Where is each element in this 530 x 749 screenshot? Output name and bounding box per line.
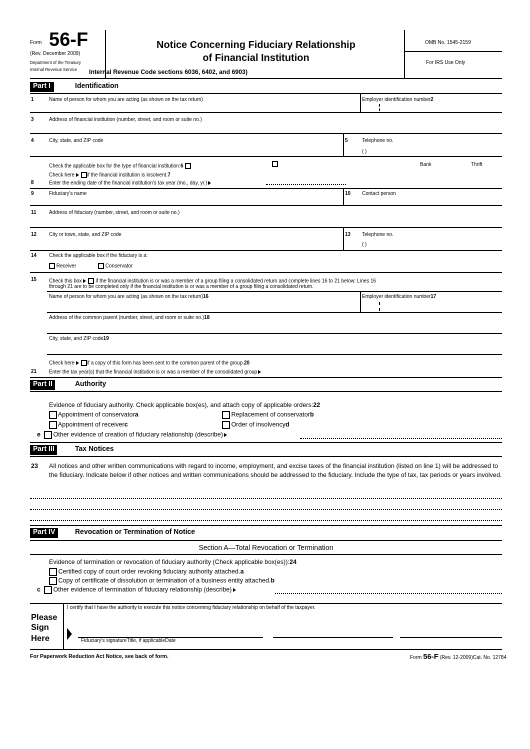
irs-name: Internal Revenue Service	[30, 67, 78, 72]
certify-text: I certify that I have the authority to execute this notice concerning fiduciary relationship on behalf of the taxpayer.	[67, 605, 316, 611]
line-10-num: 10	[345, 191, 351, 197]
footer-form: Form 56-F (Rev. 12-2009)Cat. No. 12784	[410, 652, 507, 661]
line-12-label: City or town, state, and ZIP code	[49, 232, 122, 238]
line-2-label: Employer identification number2	[362, 97, 434, 103]
line-18-label: Address of the common parent (number, street, and room or suite no.)18	[49, 315, 210, 321]
notices-dots-3	[30, 520, 502, 521]
line-15-text-2: through 21 are to be completed only if the financial institution is or was a member of a group filing a consolidated return.	[49, 284, 314, 290]
bank-label: Bank	[420, 162, 432, 168]
authority-a: Appointment of conservatora	[49, 411, 138, 419]
section-a-title: Section A—Total Revocation or Termination	[198, 545, 334, 552]
telephone-parens-2: ( )	[362, 242, 367, 248]
notices-dots-1	[30, 498, 502, 499]
authority-c-checkbox[interactable]	[49, 421, 57, 429]
line-6-checkbox-2[interactable]	[272, 161, 278, 167]
revocation-c-dots	[275, 593, 502, 594]
line-14-num: 14	[31, 253, 37, 259]
line-23-text: All notices and other written communications with regard to income, employment, and excise taxes of the financial institution (listed on line 1) will be addressed to the fiduciary. Indicate below if other notices and written communications should be addressed to the fiduciary. Include the type of tax, tax periods or years involved.	[49, 463, 502, 479]
revision-date: (Rev. December 2009)	[30, 51, 81, 57]
part2-title: Authority	[75, 381, 107, 388]
line-14-label: Check the applicable box if the fiduciary is a:	[49, 253, 148, 259]
line-17-label: Employer identification number17	[362, 294, 437, 300]
line-23-num: 23	[31, 463, 39, 470]
line-4-label: City, state, and ZIP code	[49, 138, 104, 144]
authority-a-checkbox[interactable]	[49, 411, 57, 419]
line-3-label: Address of financial institution (number, street, and room or suite no.)	[49, 117, 202, 123]
line-9-num: 9	[31, 191, 34, 197]
part3-title: Tax Notices	[75, 446, 114, 453]
date-line[interactable]	[400, 637, 502, 638]
line-13-label: Telephone no.	[362, 232, 394, 238]
authority-e-checkbox[interactable]	[44, 431, 52, 439]
part3-tag: Part III	[30, 445, 57, 455]
line-8-num: 8	[31, 180, 34, 186]
revocation-a: Certified copy of court order revoking fiduciary authority attached.a	[49, 568, 244, 576]
line-10-label: Contact person	[362, 191, 396, 197]
part4-tag: Part IV	[30, 528, 58, 538]
receiver-option: Receiver	[49, 263, 76, 270]
authority-b-checkbox[interactable]	[222, 411, 230, 419]
line-6-label: Check the applicable box for the type of financial institution:6	[49, 163, 191, 170]
revocation-b: Copy of certificate of dissolution or termination of a business entity attached.b	[49, 577, 275, 585]
please-sign-here: Please Sign Here	[31, 612, 58, 643]
part2-tag: Part II	[30, 380, 55, 390]
line-8-label: Enter the ending date of the financial institution's tax year (mo., day, yr.)	[49, 181, 212, 187]
telephone-parens: ( )	[362, 149, 367, 155]
line-5-label: Telephone no.	[362, 138, 394, 144]
line-13-num: 13	[345, 232, 351, 238]
thrift-label: Thrift	[471, 162, 483, 168]
line-22-label: Evidence of fiduciary authority. Check applicable box(es), and attach copy of applicable orders:22	[49, 402, 321, 409]
line-19-label: City, state, and ZIP code19	[49, 336, 109, 342]
line-6-checkbox-1[interactable]	[185, 163, 191, 169]
line-9-label: Fiduciary's name	[49, 191, 87, 197]
authority-d-checkbox[interactable]	[222, 421, 230, 429]
title-line[interactable]	[273, 637, 393, 638]
revocation-a-checkbox[interactable]	[49, 568, 57, 576]
line-15-text-1: Check this box if the financial institution is or was a member of a group filing a consolidated return and complete lines 16 to 21 below: Lines 16	[49, 278, 377, 285]
line-16-label: Name of person for whom you are acting (as shown on the tax return)16	[49, 294, 209, 300]
line-11-num: 11	[31, 210, 37, 216]
line-24-label: Evidence of termination or revocation of fiduciary authority (Check applicable box(es)):24	[49, 559, 297, 566]
revocation-c-checkbox[interactable]	[44, 586, 52, 594]
part1-tag: Part I	[30, 82, 54, 92]
revocation-c: c Other evidence of termination of fiduciary relationship (describe)	[37, 586, 237, 594]
authority-c: Appointment of receiverc	[49, 421, 128, 429]
line-20-label: Check here if a copy of this form has been sent to the common parent of the group.20	[49, 360, 250, 367]
line-1-label: Name of person for whom you are acting (as shown on the tax return)	[49, 97, 203, 103]
conservator-option: Conservator	[98, 263, 133, 270]
part1-title: Identification	[75, 83, 119, 90]
conservator-checkbox[interactable]	[98, 263, 104, 269]
authority-e: e Other evidence of creation of fiduciary relationship (describe)	[37, 431, 228, 439]
line-1-num: 1	[31, 97, 34, 103]
omb-number: OMB No. 1545-2159	[425, 40, 471, 46]
form-word: Form	[30, 40, 42, 46]
line-4-num: 4	[31, 138, 34, 144]
paperwork-notice: For Paperwork Reduction Act Notice, see back of form.	[30, 654, 169, 660]
signature-label: Fiduciary's signatureTitle, if applicableDate	[81, 638, 176, 644]
line-8-dots	[266, 184, 346, 185]
authority-d: Order of insolvencyd	[222, 421, 289, 429]
form-title: Notice Concerning Fiduciary Relationship of Financial Institution	[156, 40, 356, 64]
receiver-checkbox[interactable]	[49, 263, 55, 269]
form-number: 56-F	[49, 30, 89, 51]
authority-b: Replacement of conservatorb	[222, 411, 314, 419]
line-11-label: Address of fiduciary (number, street, and room or suite no.)	[49, 210, 180, 216]
irs-use-only: For IRS Use Only	[426, 60, 466, 66]
line-5-num: 5	[345, 138, 348, 144]
line-21-num: 21	[31, 369, 37, 375]
line-7-label: Check here if the financial institution is insolvent.7	[49, 172, 171, 179]
line-12-num: 12	[31, 232, 37, 238]
sign-arrow-icon	[67, 628, 72, 640]
dept-treasury: Department of the Treasury	[30, 60, 81, 65]
authority-e-dots	[300, 438, 502, 439]
notices-dots-2	[30, 509, 502, 510]
revocation-b-checkbox[interactable]	[49, 577, 57, 585]
line-15-num: 15	[31, 277, 37, 283]
line-21-label: Enter the tax year(s) that the financial institution is or was a member of the consolidated group	[49, 370, 262, 376]
code-sections: Internal Revenue Code sections 6036, 6402, and 6903)	[89, 69, 248, 76]
line-3-num: 3	[31, 117, 34, 123]
part4-title: Revocation or Termination of Notice	[75, 529, 196, 536]
